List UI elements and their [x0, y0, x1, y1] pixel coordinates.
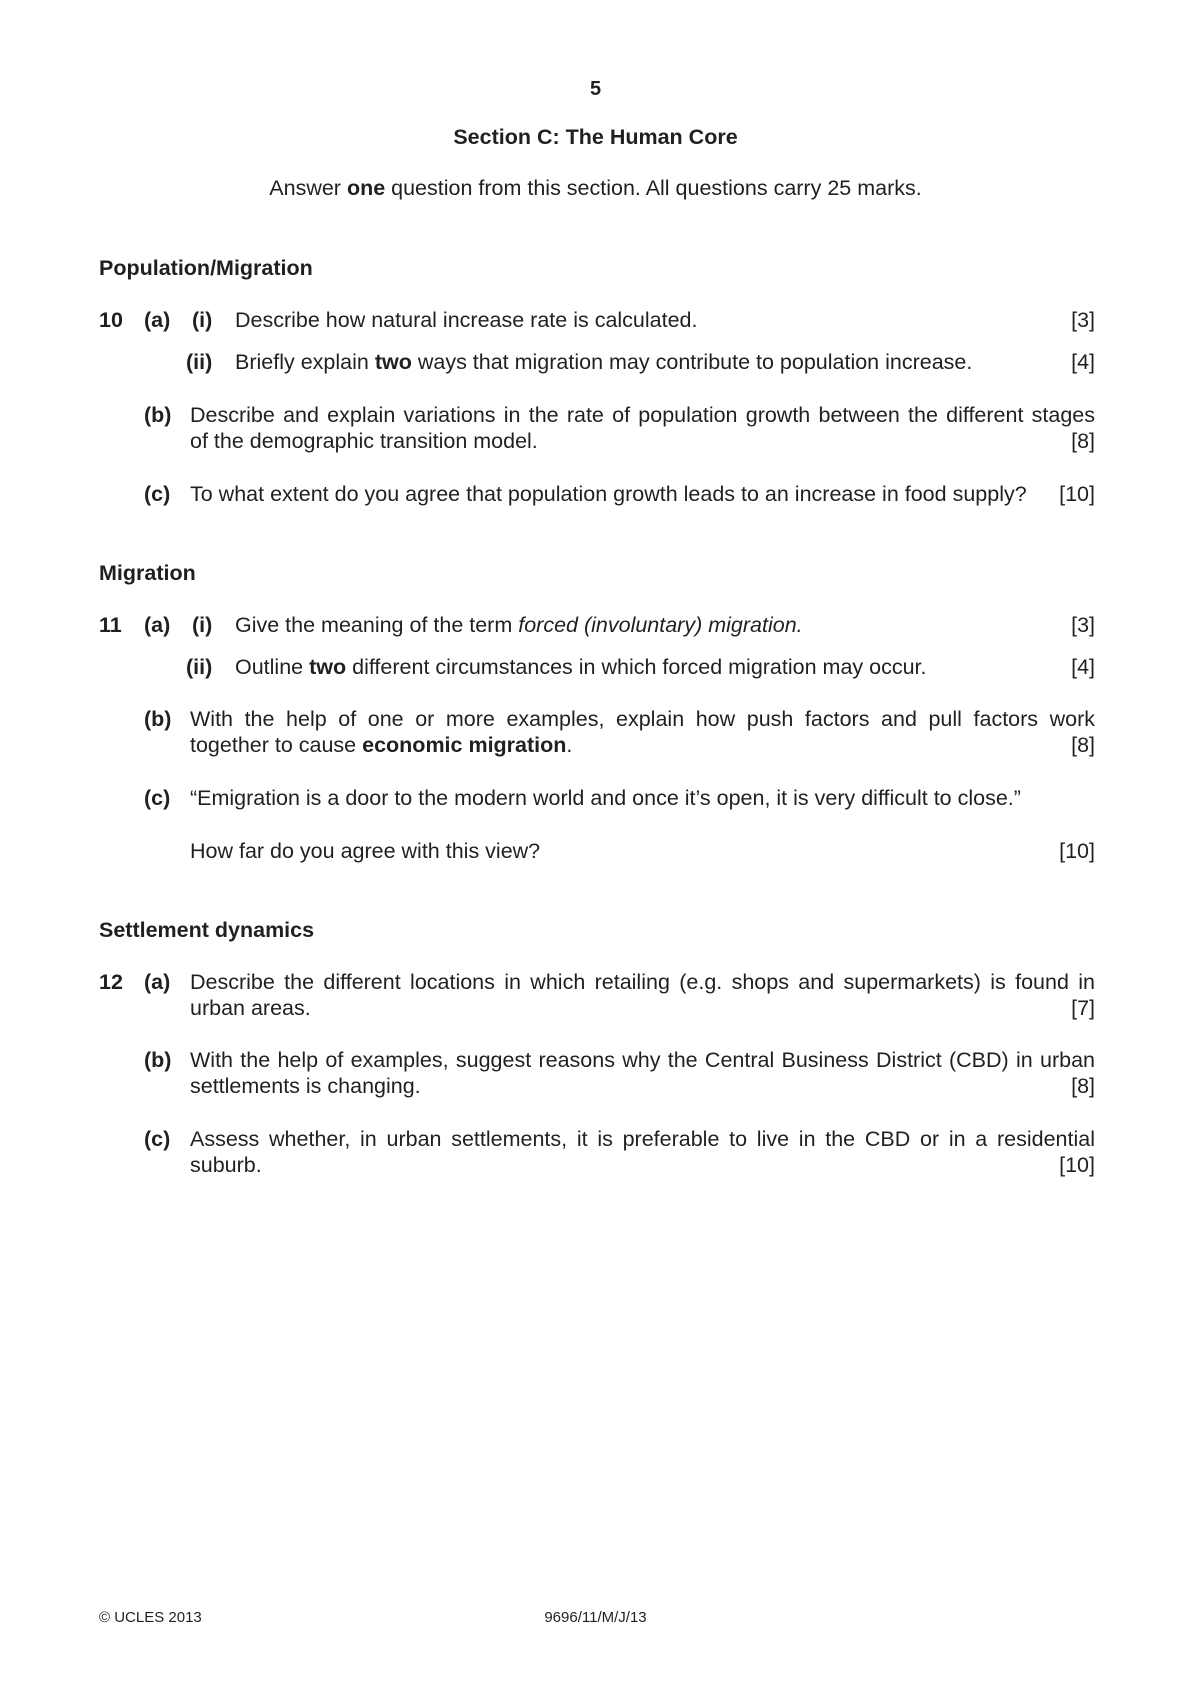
- paper-code: 9696/11/M/J/13: [544, 1609, 647, 1626]
- marks: [7]: [1071, 996, 1095, 1020]
- part-label: (c): [144, 1127, 171, 1151]
- question-text: Give the meaning of the term forced (involuntary) migration. [3]: [235, 613, 1095, 637]
- part-label: (b): [144, 403, 172, 427]
- question-text: How far do you agree with this view? [10]: [190, 839, 1095, 863]
- question-text: Briefly explain two ways that migration may contribute to population increase. [4]: [235, 350, 1095, 374]
- topic-heading: Migration: [99, 561, 196, 585]
- section-title: Section C: The Human Core: [453, 125, 738, 149]
- subpart-label: (i): [192, 613, 213, 637]
- question-number: 10: [99, 308, 123, 332]
- question-number: 12: [99, 970, 123, 994]
- question-text: Outline two different circumstances in which forced migration may occur. [4]: [235, 655, 1095, 679]
- copyright-notice: © UCLES 2013: [99, 1609, 202, 1626]
- part-label: (c): [144, 786, 171, 810]
- part-label: (c): [144, 482, 171, 506]
- question-text: Describe the different locations in which retailing (e.g. shops and supermarkets) is found in urban areas. [7]: [190, 970, 1095, 1020]
- marks: [3]: [1071, 613, 1095, 637]
- marks: [8]: [1071, 429, 1095, 453]
- subpart-label: (ii): [186, 350, 213, 374]
- marks: [10]: [1059, 1153, 1095, 1177]
- part-label: (a): [144, 970, 171, 994]
- marks: [3]: [1071, 308, 1095, 332]
- section-instructions: Answer one question from this section. All questions carry 25 marks.: [269, 176, 922, 200]
- question-text: “Emigration is a door to the modern world and once it’s open, it is very difficult to close.”: [190, 786, 1021, 810]
- marks: [8]: [1071, 733, 1095, 757]
- part-label: (a): [144, 613, 171, 637]
- marks: [10]: [1059, 839, 1095, 863]
- marks: [4]: [1071, 655, 1095, 679]
- part-label: (b): [144, 1048, 172, 1072]
- question-text: Assess whether, in urban settlements, it is preferable to live in the CBD or in a residential suburb. [10]: [190, 1127, 1095, 1177]
- marks: [10]: [1059, 482, 1095, 506]
- topic-heading: Population/Migration: [99, 256, 313, 280]
- subpart-label: (ii): [186, 655, 213, 679]
- page-number: 5: [589, 78, 602, 100]
- subpart-label: (i): [192, 308, 213, 332]
- marks: [4]: [1071, 350, 1095, 374]
- topic-heading: Settlement dynamics: [99, 918, 315, 942]
- question-text: To what extent do you agree that population growth leads to an increase in food supply? [10]: [190, 482, 1095, 506]
- question-text: Describe and explain variations in the rate of population growth between the different stages of the demographic transition model. [8]: [190, 403, 1095, 453]
- part-label: (a): [144, 308, 171, 332]
- question-text: With the help of examples, suggest reasons why the Central Business District (CBD) in urban settlements is changing. [8]: [190, 1048, 1095, 1098]
- question-number: 11: [99, 613, 122, 637]
- part-label: (b): [144, 707, 172, 731]
- question-text: Describe how natural increase rate is calculated. [3]: [235, 308, 1095, 332]
- marks: [8]: [1071, 1074, 1095, 1098]
- question-text: With the help of one or more examples, explain how push factors and pull factors work together to cause economic migration. [8]: [190, 707, 1095, 757]
